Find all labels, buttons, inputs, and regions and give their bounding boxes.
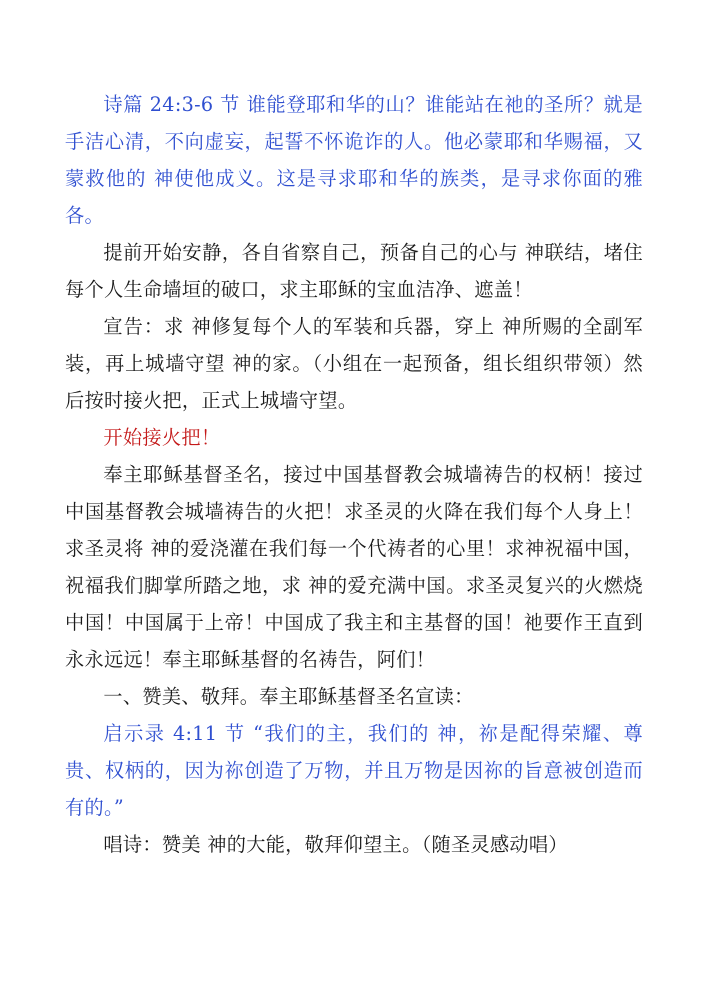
paragraph-psalm-24: 诗篇 24:3-6 节 谁能登耶和华的山？谁能站在祂的圣所？就是手洁心清，不向虚妄，起誓不怀诡诈的人。他必蒙耶和华赐福，又蒙救他的 神使他成义。这是寻求耶和华的族类，是寻求你面的雅各。 (65, 93, 643, 227)
paragraph-prepare: 提前开始安静，各自省察自己，预备自己的心与 神联结，堵住每个人生命墙垣的破口，求主耶稣的宝血洁净、遮盖！ (65, 241, 643, 301)
paragraph-torch-prayer: 奉主耶稣基督圣名，接过中国基督教会城墙祷告的权柄！接过中国基督教会城墙祷告的火把！求圣灵的火降在我们每个人身上！求圣灵将 神的爱浇灌在我们每一个代祷者的心里！求神祝福中国，祝福我们脚掌所踏之地，求 神的爱充满中国。求圣灵复兴的火燃烧中国！中国属于上帝！中国成了我主和主基督的国！祂要作王直到永永远远！奉主耶稣基督的名祷告，阿们！ (65, 463, 643, 671)
heading-torch: 开始接火把！ (103, 426, 221, 449)
paragraph-hymn: 唱诗：赞美 神的大能，敬拜仰望主。（随圣灵感动唱） (103, 833, 568, 856)
paragraph-revelation-4: 启示录 4:11 节 “我们的主，我们的 神，祢是配得荣耀、尊贵、权柄的，因为祢创造了万物，并且万物是因祢的旨意被创造而有的。” (65, 722, 643, 819)
document-page (65, 86, 643, 863)
section-heading-praise: 一、赞美、敬拜。奉主耶稣基督圣名宣读： (103, 685, 474, 708)
paragraph-declare: 宣告：求 神修复每个人的军装和兵器，穿上 神所赐的全副军装，再上城墙守望 神的家。（小组在一起预备，组长组织带领）然后按时接火把，正式上城墙守望。 (65, 315, 643, 412)
